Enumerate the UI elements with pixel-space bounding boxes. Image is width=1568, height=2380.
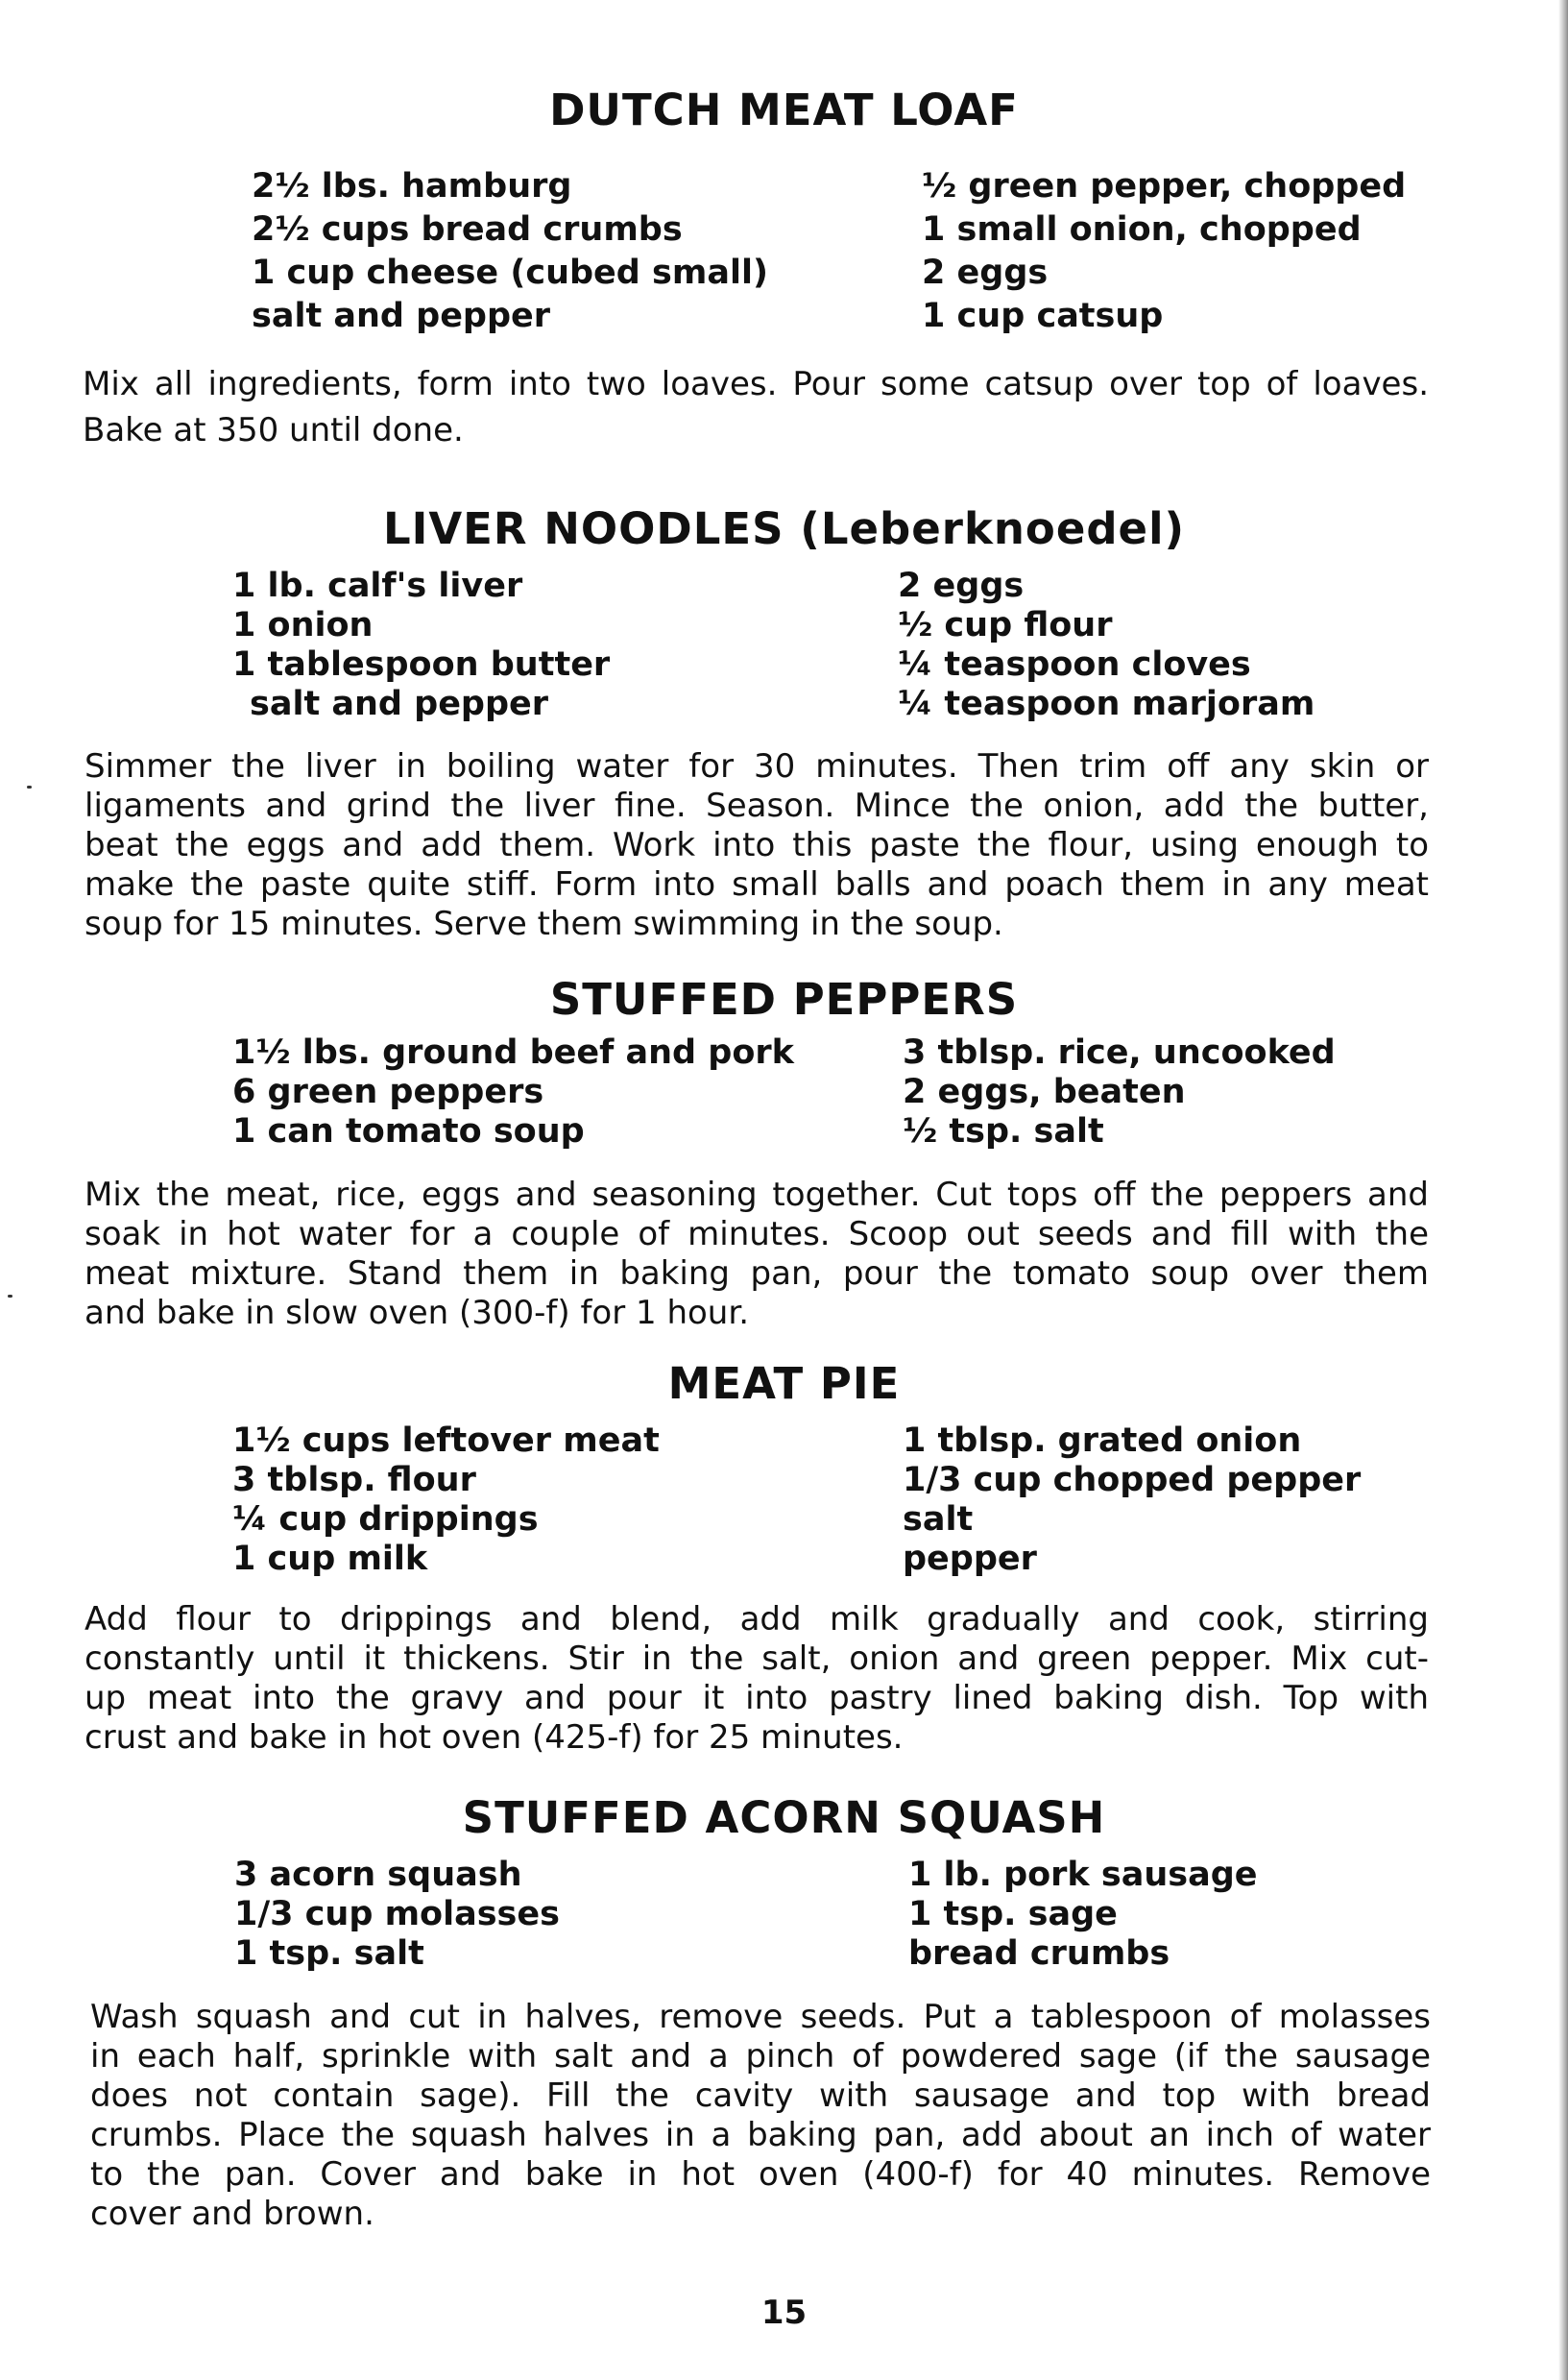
scan-speck [27,786,32,789]
ingredient: salt and pepper [252,297,551,335]
ingredient: 1½ lbs. ground beef and pork [232,1033,794,1072]
ingredient: ¼ teaspoon marjoram [898,685,1315,723]
ingredient: 1 lb. pork sausage [908,1856,1258,1894]
recipe-title: MEAT PIE [667,1358,901,1409]
ingredient: 1 can tomato soup [232,1112,585,1151]
ingredient: 2 eggs [922,254,1049,292]
ingredient: ½ green pepper, chopped [922,167,1407,206]
ingredient: 1/3 cup molasses [234,1895,560,1933]
directions-line: Mix the meat, rice, eggs and seasoning together. Cut tops off the peppers and [84,1176,1429,1214]
ingredient: ½ tsp. salt [903,1112,1104,1151]
ingredient: 2½ lbs. hamburg [252,167,572,206]
directions-line: crumbs. Place the squash halves in a baking pan, add about an inch of water [90,2116,1431,2154]
recipe-title: STUFFED PEPPERS [549,974,1019,1025]
directions-line: Wash squash and cut in halves, remove seeds. Put a tablespoon of molasses [90,1998,1431,2036]
ingredient: 1/3 cup chopped pepper [903,1461,1362,1499]
directions-line: in each half, sprinkle with salt and a pinch of powdered sage (if the sausage [90,2037,1431,2076]
ingredient: ½ cup flour [898,606,1113,644]
ingredients-left [232,567,610,724]
directions-line: and bake in slow oven (300-f) for 1 hour. [84,1294,750,1332]
ingredient: 1 cup catsup [922,297,1164,335]
ingredients-left [252,165,768,338]
ingredient: 1 tablespoon butter [232,645,611,684]
ingredient: 1½ cups leftover meat [232,1421,660,1460]
directions-line: crust and bake in hot oven (425-f) for 25 minutes. [84,1718,904,1757]
directions-line: soak in hot water for a couple of minutes. Scoop out seeds and fill with the [84,1215,1429,1253]
ingredient: 3 tblsp. flour [232,1461,476,1499]
ingredient: 1 onion [232,606,374,644]
scan-speck [8,1295,12,1298]
ingredient: bread crumbs [908,1934,1170,1973]
ingredient: 1 tblsp. grated onion [903,1421,1302,1460]
ingredients-left [234,1856,560,1974]
ingredients-right [903,1421,1361,1579]
directions-line: make the paste quite stiff. Form into small balls and poach them in any meat [84,865,1429,904]
directions-line: ligaments and grind the liver fine. Season. Mince the onion, add the butter, [84,787,1429,825]
directions-line: constantly until it thickens. Stir in the salt, onion and green pepper. Mix cut- [84,1639,1429,1678]
directions-line: to the pan. Cover and bake in hot oven (400-f) for 40 minutes. Remove [90,2155,1431,2194]
ingredient: 1 tsp. salt [234,1934,424,1973]
page-number: 15 [760,2294,808,2332]
ingredient: 2 eggs, beaten [903,1073,1186,1111]
recipe-directions [90,1998,1431,2234]
directions-line: soup for 15 minutes. Serve them swimming in the soup. [84,905,1003,943]
directions-line: Mix all ingredients, form into two loaves. Pour some catsup over top of loaves. [83,365,1429,403]
directions-line: cover and brown. [90,2195,374,2233]
recipe-title: LIVER NOODLES (Leberknoedel) [382,503,1186,554]
ingredient: salt [903,1500,974,1539]
directions-line: Bake at 350 until done. [83,411,464,449]
directions-line: does not contain sage). Fill the cavity with sausage and top with bread [90,2076,1431,2115]
ingredient: 1 cup cheese (cubed small) [252,254,768,292]
recipe-directions [84,1176,1429,1333]
ingredient: 2½ cups bread crumbs [252,210,683,249]
ingredient: 1 small onion, chopped [922,210,1362,249]
ingredient: 1 tsp. sage [908,1895,1118,1933]
directions-line: up meat into the gravy and pour it into pastry lined baking dish. Top with [84,1679,1429,1717]
ingredient: 2 eggs [898,567,1025,605]
ingredients-left [232,1033,794,1152]
ingredients-right [903,1033,1336,1152]
ingredients-right [898,567,1315,724]
ingredients-right [908,1856,1258,1974]
ingredient: ¼ teaspoon cloves [898,645,1251,684]
recipe-title: STUFFED ACORN SQUASH [462,1792,1106,1843]
ingredient: 1 lb. calf's liver [232,567,523,605]
ingredients-right [922,165,1406,338]
page-edge-shadow [1558,0,1568,2380]
ingredients-left [232,1421,660,1579]
recipe-directions [84,747,1429,944]
ingredient: 3 acorn squash [234,1856,522,1894]
directions-line: meat mixture. Stand them in baking pan, pour the tomato soup over them [84,1254,1429,1293]
ingredient: 1 cup milk [232,1540,428,1578]
directions-line: Add flour to drippings and blend, add milk gradually and cook, stirring [84,1600,1429,1639]
recipe-directions [83,361,1429,453]
ingredient: 3 tblsp. rice, uncooked [903,1033,1336,1072]
recipe-directions [84,1600,1429,1758]
recipe-title: DUTCH MEAT LOAF [549,85,1019,135]
ingredient: 6 green peppers [232,1073,544,1111]
directions-line: beat the eggs and add them. Work into this paste the flour, using enough to [84,826,1429,864]
directions-line: Simmer the liver in boiling water for 30 minutes. Then trim off any skin or [84,747,1429,786]
ingredient: pepper [903,1540,1037,1578]
ingredient: ¼ cup drippings [232,1500,539,1539]
ingredient: salt and pepper [250,685,549,723]
